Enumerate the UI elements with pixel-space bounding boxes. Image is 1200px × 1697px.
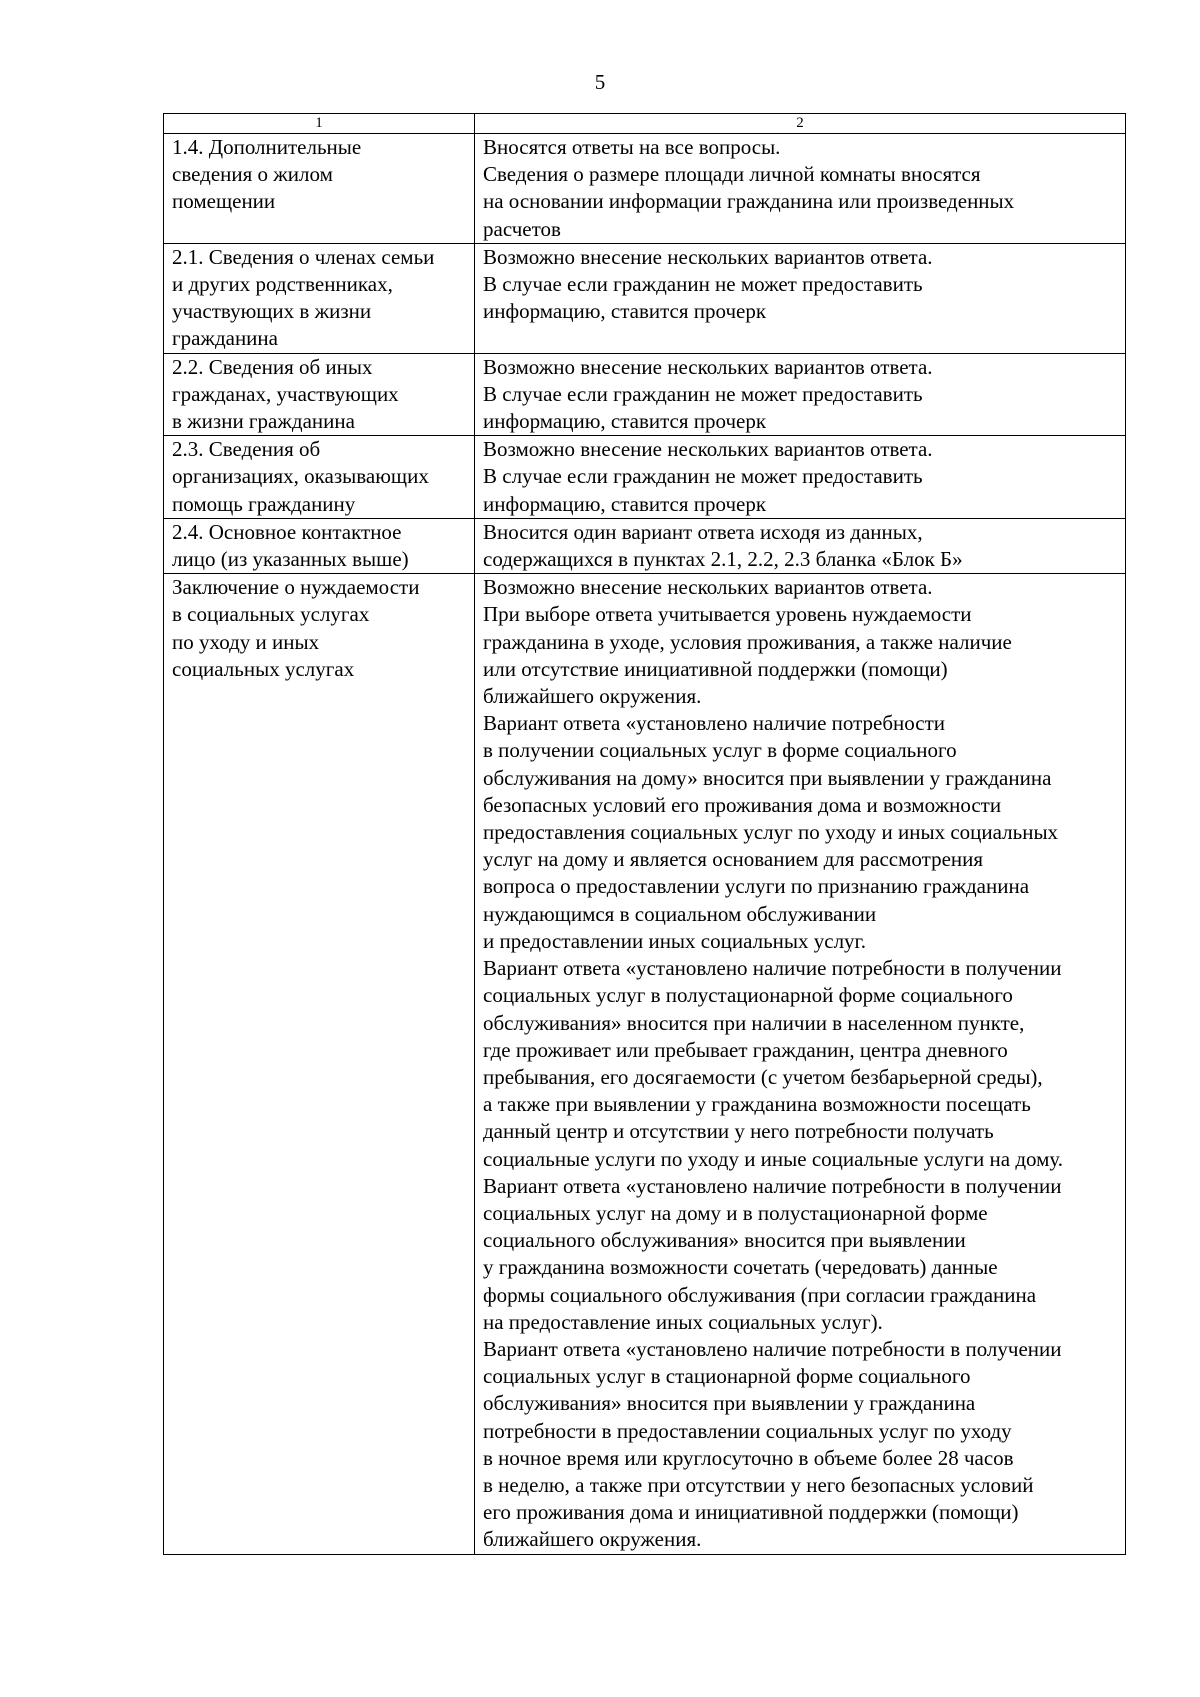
- instruction-line: информацию, ставится прочерк: [483, 299, 767, 324]
- section-title-line: в социальных услугах: [172, 602, 370, 627]
- instruction-line: где проживает или пребывает гражданин, центра дневного: [483, 1037, 1008, 1062]
- instruction-line: Возможно внесение нескольких вариантов ответа.: [483, 437, 933, 462]
- instruction-line: В случае если гражданин не может предоставить: [483, 381, 923, 406]
- section-title-cell: [164, 436, 475, 519]
- table-row: [164, 574, 1126, 1554]
- instruction-line: Возможно внесение нескольких вариантов ответа.: [483, 354, 933, 379]
- section-title-line: помощь гражданину: [172, 491, 356, 516]
- instruction-line: Вариант ответа «установлено наличие потребности в получении: [483, 1173, 1062, 1198]
- instruction-line: информацию, ставится прочерк: [483, 409, 767, 434]
- instruction-line: Вариант ответа «установлено наличие потребности: [483, 711, 946, 736]
- section-title-line: 2.3. Сведения об: [172, 437, 321, 462]
- instruction-cell: [475, 243, 1126, 353]
- instruction-line: гражданина в уходе, условия проживания, а также наличие: [483, 629, 1012, 654]
- instruction-line: у гражданина возможности сочетать (чередовать) данные: [483, 1255, 998, 1280]
- instruction-cell: [475, 353, 1126, 436]
- instruction-line: В случае если гражданин не может предоставить: [483, 464, 923, 489]
- instruction-line: формы социального обслуживания (при согласии гражданина: [483, 1282, 1037, 1307]
- instruction-line: содержащихся в пунктах 2.1, 2.2, 2.3 бланка «Блок Б»: [483, 547, 963, 572]
- instruction-line: а также при выявлении у гражданина возможности посещать: [483, 1092, 1031, 1117]
- section-title-line: участвующих в жизни: [172, 299, 372, 324]
- instruction-line: его проживания дома и инициативной поддержки (помощи): [483, 1500, 1019, 1525]
- instruction-line: При выборе ответа учитывается уровень нуждаемости: [483, 602, 972, 627]
- instruction-line: социальных услуг в стационарной форме социального: [483, 1364, 971, 1389]
- instruction-line: расчетов: [483, 216, 561, 241]
- section-title-line: в жизни гражданина: [172, 409, 355, 434]
- instruction-line: на предоставление иных социальных услуг).: [483, 1309, 883, 1334]
- instruction-cell: [475, 518, 1126, 573]
- instruction-line: информацию, ставится прочерк: [483, 491, 767, 516]
- instruction-line: пребывания, его досягаемости (с учетом безбарьерной среды),: [483, 1064, 1043, 1089]
- section-title-line: помещении: [172, 189, 276, 214]
- instruction-line: предоставления социальных услуг по уходу и иных социальных: [483, 820, 1059, 845]
- instruction-line: Вносятся ответы на все вопросы.: [483, 135, 781, 159]
- instruction-cell: [475, 574, 1126, 1554]
- instruction-line: обслуживания на дому» вносится при выявлении у гражданина: [483, 765, 1052, 790]
- instruction-line: Возможно внесение нескольких вариантов ответа.: [483, 244, 933, 269]
- page-number: 5: [594, 70, 606, 94]
- instruction-line: или отсутствие инициативной поддержки (помощи): [483, 656, 948, 681]
- instruction-line: социального обслуживания» вносится при выявлении: [483, 1228, 966, 1253]
- instruction-line: Вариант ответа «установлено наличие потребности в получении: [483, 1336, 1062, 1361]
- instruction-line: Сведения о размере площади личной комнаты вносятся: [483, 162, 981, 187]
- instruction-line: ближайшего окружения.: [483, 684, 702, 709]
- instruction-line: социальные услуги по уходу и иные социальные услуги на дому.: [483, 1146, 1064, 1171]
- section-title-line: 2.1. Сведения о членах семьи: [172, 244, 435, 269]
- table-header-row: [164, 114, 1126, 134]
- instruction-line: и предоставлении иных социальных услуг.: [483, 928, 867, 953]
- section-title-line: гражданах, участвующих: [172, 381, 399, 406]
- section-title-cell: [164, 353, 475, 436]
- instruction-line: данный центр и отсутствии у него потребности получать: [483, 1119, 994, 1144]
- column-number-2: 2: [475, 114, 1126, 134]
- section-title-cell: [164, 574, 475, 1554]
- instruction-line: В случае если гражданин не может предоставить: [483, 272, 923, 297]
- instruction-line: обслуживания» вносится при наличии в населенном пункте,: [483, 1010, 1025, 1035]
- instruction-line: социальных услуг на дому и в полустационарной форме: [483, 1200, 988, 1225]
- instruction-line: социальных услуг в полустационарной форме социального: [483, 983, 1013, 1008]
- section-title-line: 2.2. Сведения об иных: [172, 354, 373, 379]
- instruction-line: в неделю, а также при отсутствии у него безопасных условий: [483, 1472, 1034, 1497]
- section-title-line: Заключение о нуждаемости: [172, 575, 420, 600]
- section-title-cell: [164, 134, 475, 244]
- table-row: [164, 518, 1126, 573]
- instruction-line: обслуживания» вносится при выявлении у гражданина: [483, 1391, 976, 1416]
- section-title-line: лицо (из указанных выше): [172, 547, 409, 572]
- instruction-cell: [475, 436, 1126, 519]
- instruction-line: вопроса о предоставлении услуги по признанию гражданина: [483, 874, 1030, 899]
- table-row: [164, 436, 1126, 519]
- table-row: [164, 353, 1126, 436]
- instruction-line: нуждающимся в социальном обслуживании: [483, 901, 877, 926]
- instruction-line: безопасных условий его проживания дома и возможности: [483, 792, 1002, 817]
- instruction-line: в ночное время или круглосуточно в объеме более 28 часов: [483, 1445, 1014, 1470]
- section-title-cell: [164, 243, 475, 353]
- section-title-line: по уходу и иных: [172, 629, 320, 654]
- section-title-line: 2.4. Основное контактное: [172, 519, 402, 544]
- instruction-line: ближайшего окружения.: [483, 1527, 702, 1552]
- section-title-line: гражданина: [172, 326, 278, 351]
- section-title-cell: [164, 518, 475, 573]
- instruction-line: на основании информации гражданина или произведенных: [483, 189, 1015, 214]
- section-title-line: и других родственниках,: [172, 272, 393, 297]
- instruction-cell: [475, 134, 1126, 244]
- instruction-line: услуг на дому и является основанием для рассмотрения: [483, 847, 984, 872]
- section-title-line: 1.4. Дополнительные: [172, 135, 362, 159]
- instructions-table: [163, 113, 1126, 1555]
- section-title-line: организациях, оказывающих: [172, 464, 429, 489]
- instruction-line: Вносится один вариант ответа исходя из данных,: [483, 519, 923, 544]
- instruction-line: в получении социальных услуг в форме социального: [483, 738, 957, 763]
- section-title-line: социальных услугах: [172, 656, 355, 681]
- instruction-line: Возможно внесение нескольких вариантов ответа.: [483, 575, 933, 600]
- table-row: [164, 134, 1126, 244]
- column-number-1: 1: [164, 114, 475, 134]
- table-row: [164, 243, 1126, 353]
- instruction-line: Вариант ответа «установлено наличие потребности в получении: [483, 956, 1062, 981]
- table-body: [164, 114, 1126, 1555]
- instruction-line: потребности в предоставлении социальных услуг по уходу: [483, 1418, 1012, 1443]
- section-title-line: сведения о жилом: [172, 162, 333, 187]
